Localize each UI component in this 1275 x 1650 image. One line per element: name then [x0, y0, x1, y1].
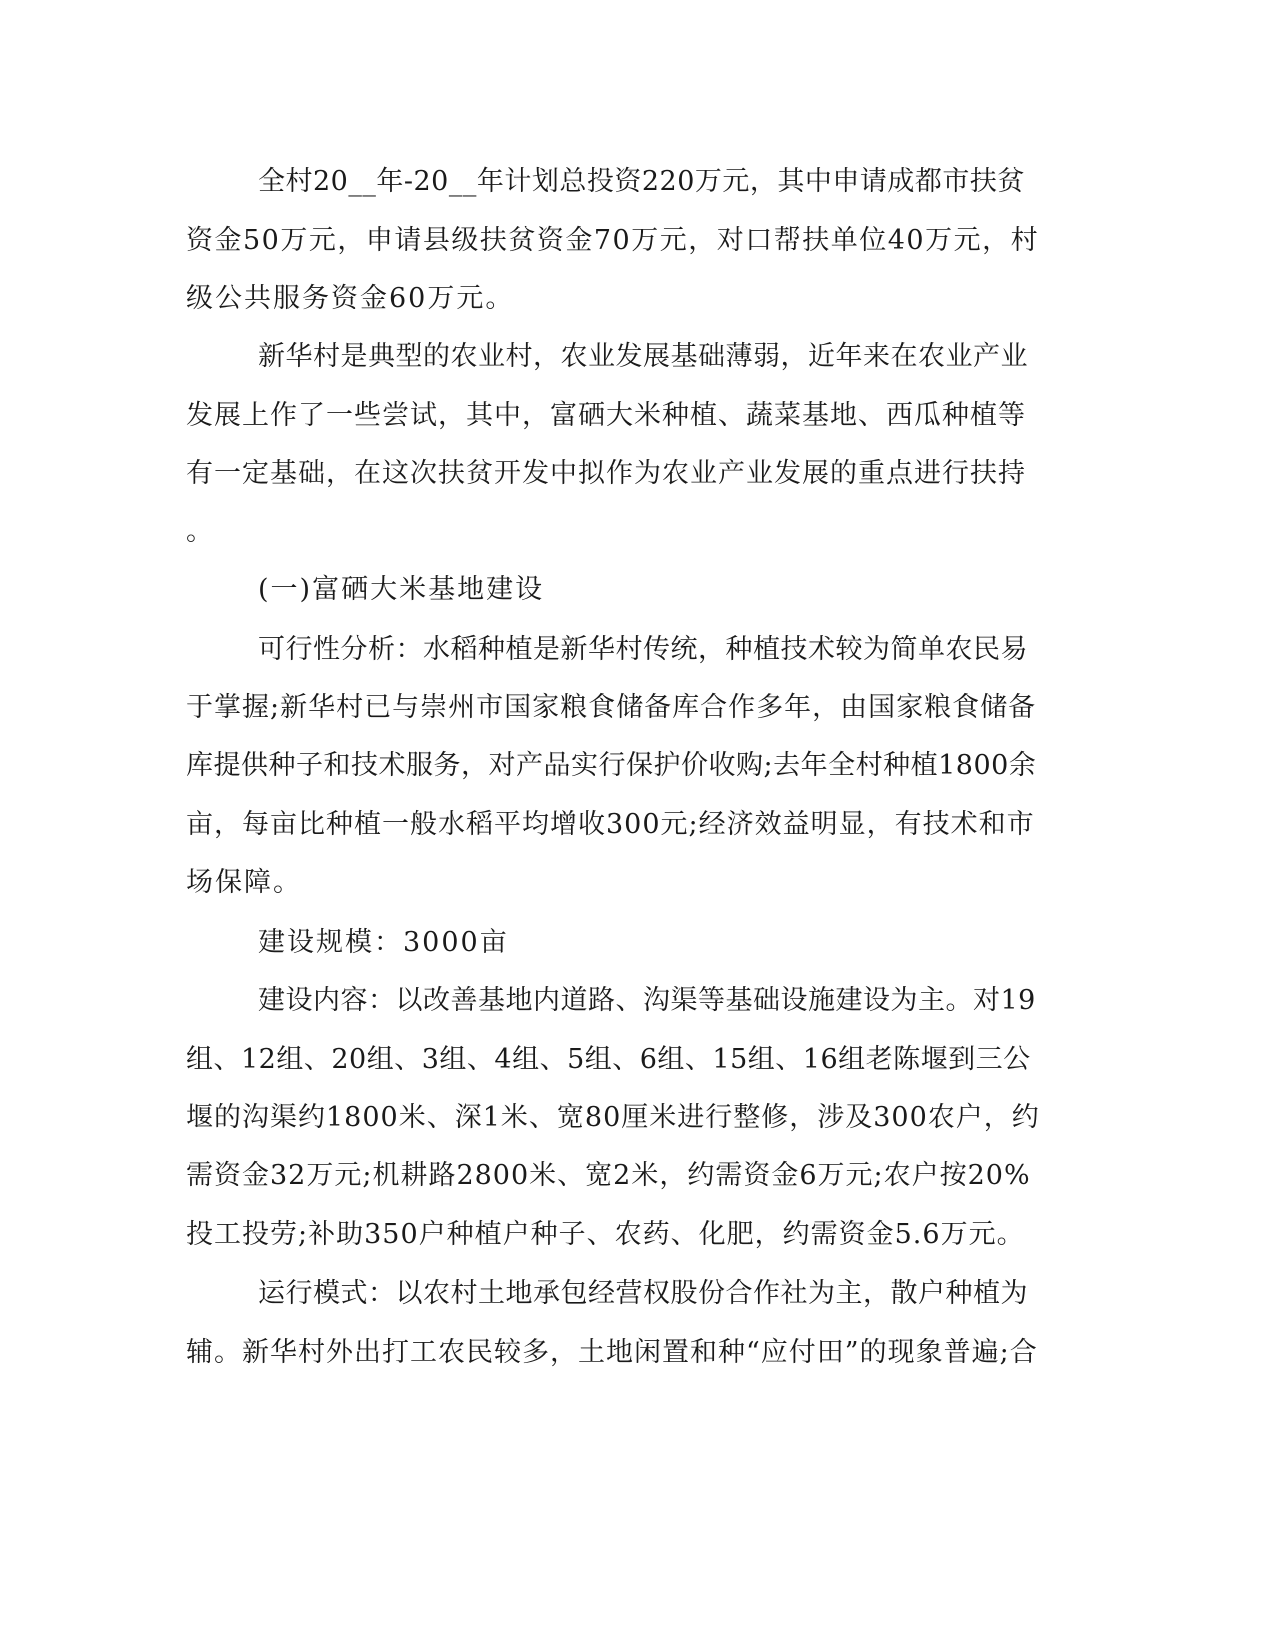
paragraph-line: 资金50万元，申请县级扶贫资金70万元，对口帮扶单位40万元，村 [186, 225, 1040, 256]
paragraph-line: 建设规模：3000亩 [258, 927, 509, 958]
paragraph-line: 库提供种子和技术服务，对产品实行保护价收购;去年全村种植1800余 [186, 750, 1037, 781]
paragraph-line: 可行性分析：水稻种植是新华村传统，种植技术较为简单农民易 [258, 634, 1028, 665]
paragraph-line: 有一定基础，在这次扶贫开发中拟作为农业产业发展的重点进行扶持 [186, 458, 1026, 489]
paragraph-line: 投工投劳;补助350户种植户种子、农药、化肥，约需资金5.6万元。 [186, 1219, 1025, 1250]
paragraph-line: 级公共服务资金60万元。 [186, 283, 515, 314]
paragraph-line: 需资金32万元;机耕路2800米、宽2米，约需资金6万元;农户按20% [186, 1160, 1031, 1191]
paragraph-line: 组、12组、20组、3组、4组、5组、6组、15组、16组老陈堰到三公 [186, 1044, 1031, 1075]
paragraph-line: 新华村是典型的农业村，农业发展基础薄弱，近年来在农业产业 [258, 341, 1028, 372]
section-heading: (一)富硒大米基地建设 [258, 574, 545, 605]
paragraph-line: 发展上作了一些尝试，其中，富硒大米种植、蔬菜基地、西瓜种植等 [186, 400, 1026, 431]
paragraph-line: 全村20__年-20__年计划总投资220万元，其中申请成都市扶贫 [258, 166, 1025, 197]
paragraph-line: 建设内容：以改善基地内道路、沟渠等基础设施建设为主。对19 [258, 985, 1036, 1016]
paragraph-line: 辅。新华村外出打工农民较多，土地闲置和种“应付田”的现象普遍;合 [186, 1337, 1038, 1368]
paragraph-line: 于掌握;新华村已与崇州市国家粮食储备库合作多年，由国家粮食储备 [186, 692, 1037, 723]
paragraph-line: 。 [186, 516, 215, 547]
paragraph-line: 场保障。 [186, 867, 302, 898]
paragraph-line: 堰的沟渠约1800米、深1米、宽80厘米进行整修，涉及300农户，约 [186, 1102, 1040, 1133]
paragraph-line: 运行模式：以农村土地承包经营权股份合作社为主，散户种植为 [258, 1278, 1028, 1309]
paragraph-line: 亩，每亩比种植一般水稻平均增收300元;经济效益明显，有技术和市 [186, 809, 1035, 840]
